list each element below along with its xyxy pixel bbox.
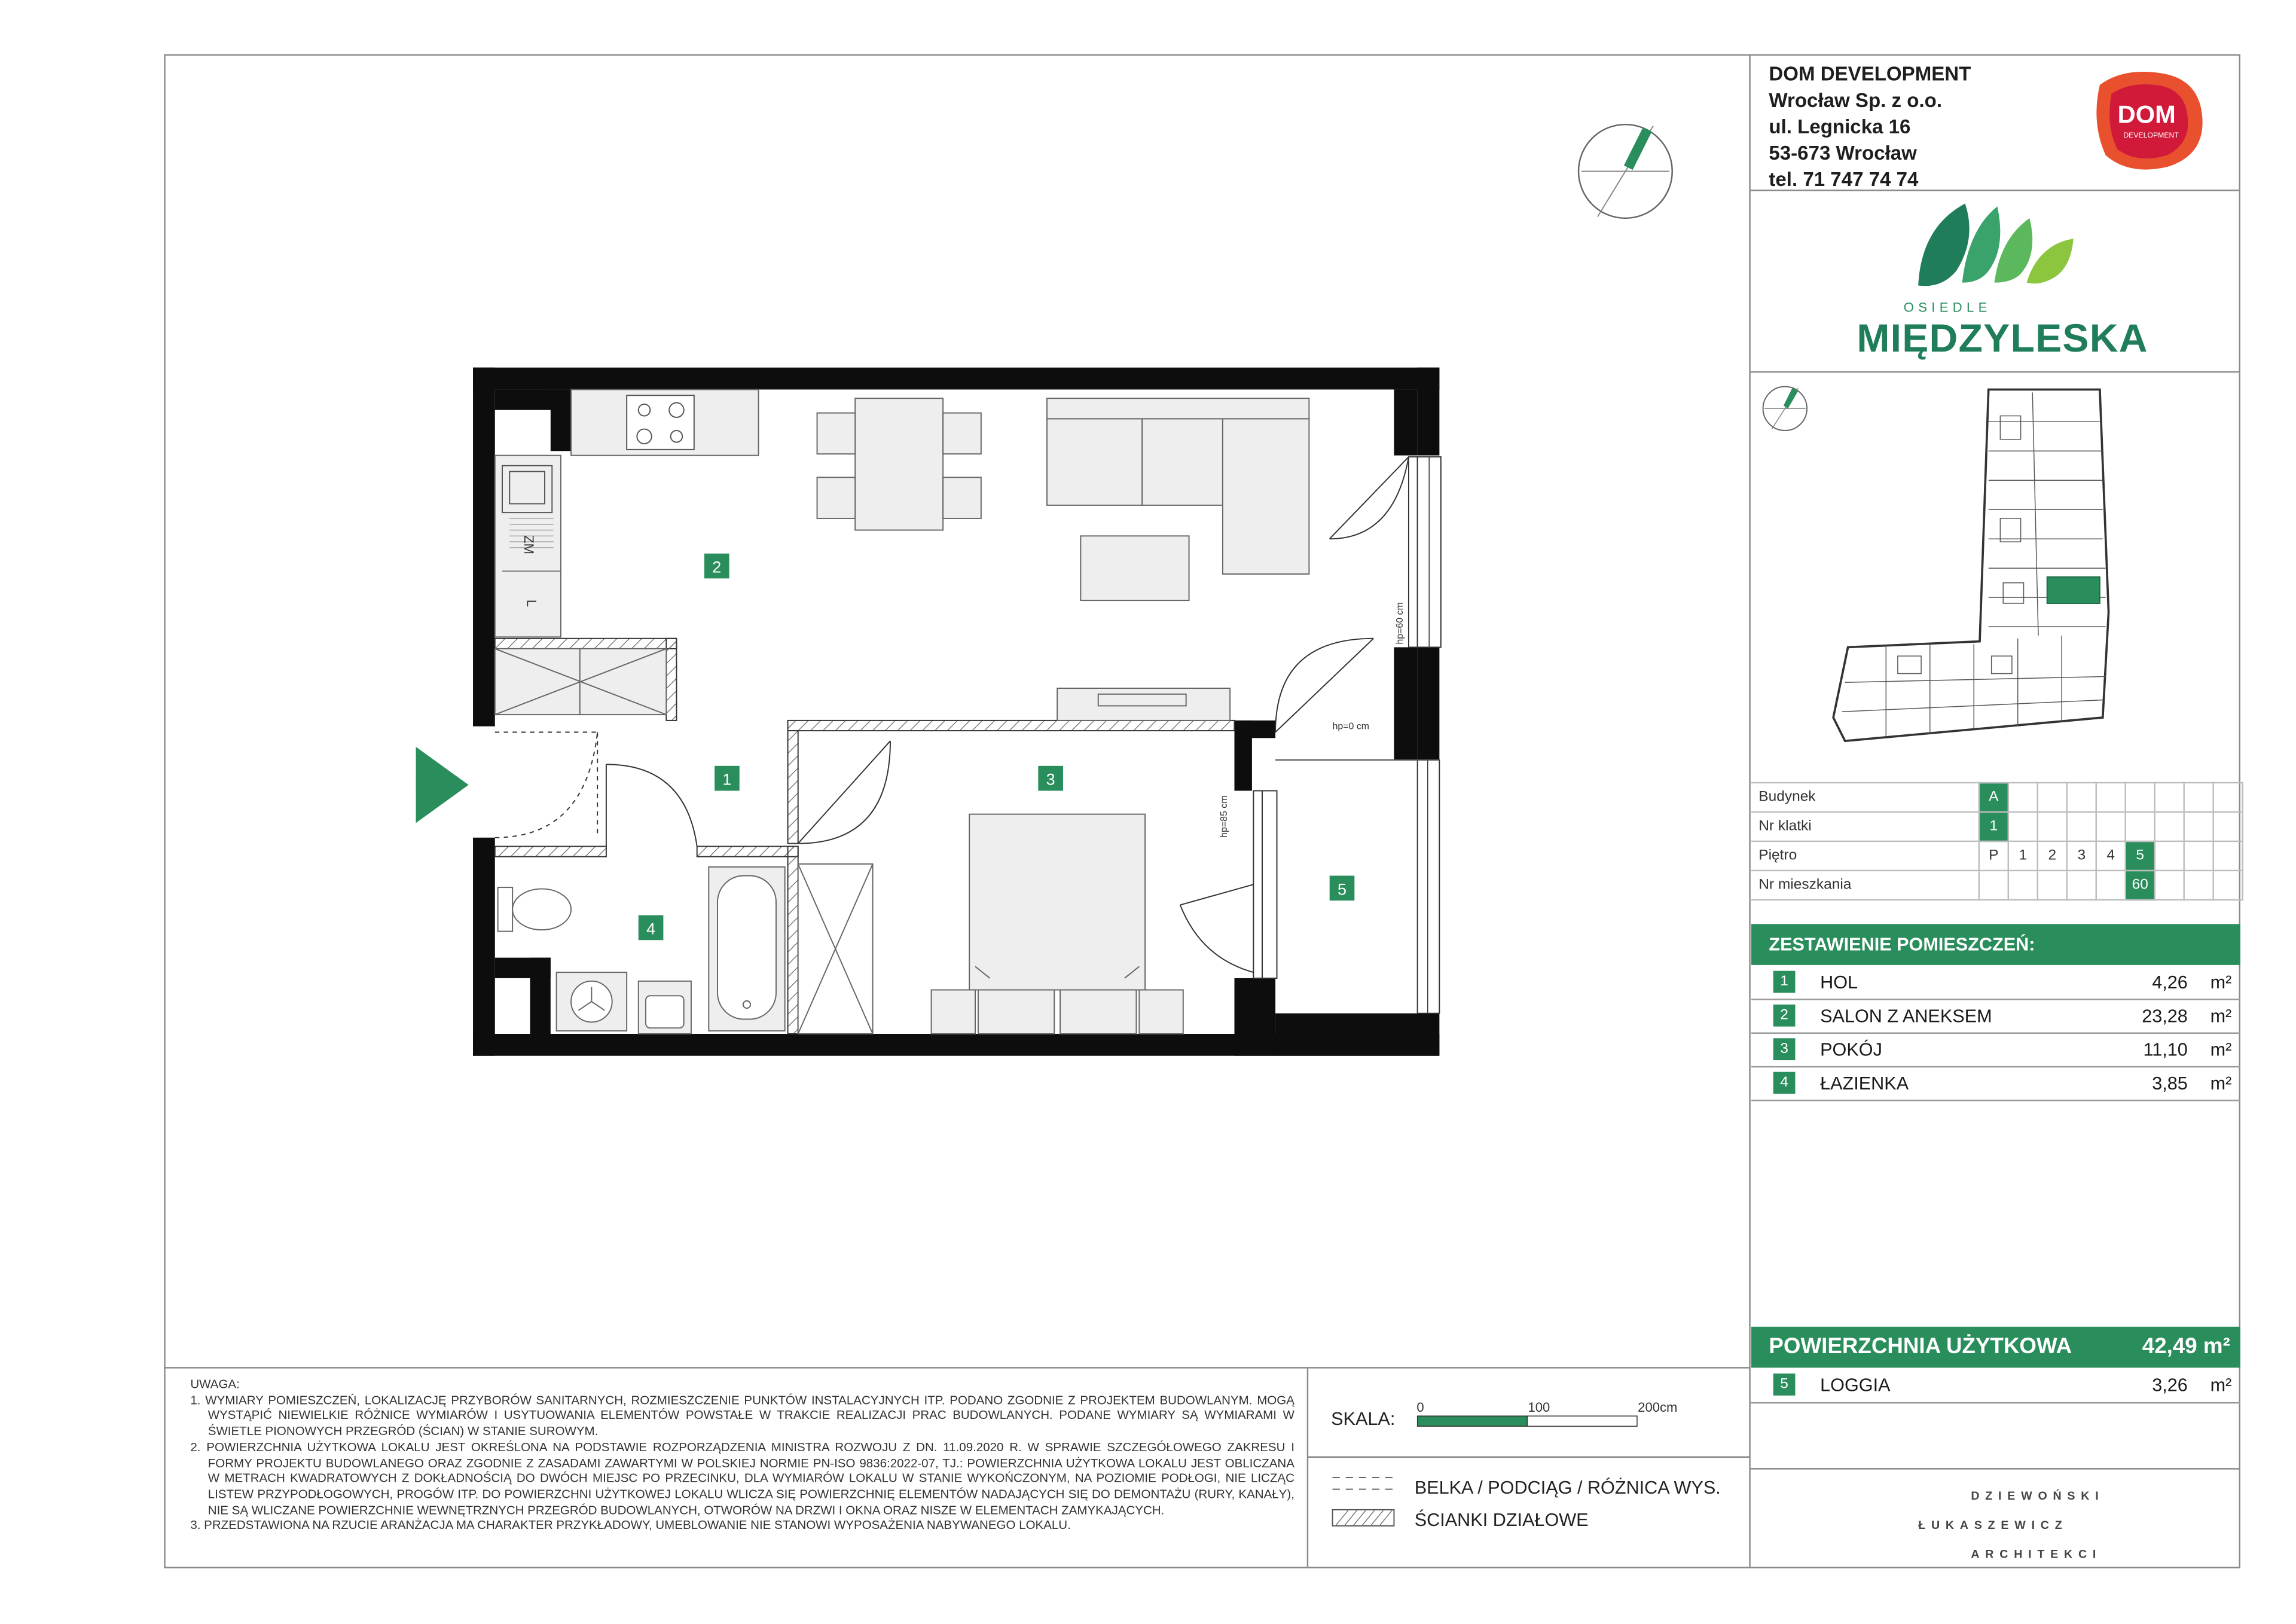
floor-3: 3 xyxy=(2067,841,2096,871)
rooms-summary-header: ZESTAWIENIE POMIESZCZEŃ: xyxy=(1751,924,2240,965)
room-marker-5: 5 xyxy=(1338,880,1347,899)
room-marker-3: 3 xyxy=(1046,770,1055,789)
architects-logo xyxy=(1918,1482,2104,1570)
value-klatka: 1 xyxy=(1979,812,2008,841)
room-row-area: 3,26 xyxy=(2152,1375,2188,1396)
note-item-2: 2. POWIERZCHNIA UŻYTKOWA LOKALU JEST OKREŚLONA NA PODSTAWIE ROZPORZĄDZENIA MINISTRA ROZWOJU Z DN. 11.09.2020 R. W SPRAWIE SZCZEGÓŁOWEGO ZAKRESU I FORMY PROJEKTU BUDOWLANEGO ORAZ ZGODNIE Z ZASADAMI ZAWARTYMI W POLSKIEJ NORMIE PN-ISO 9836:2022-07, TJ.: POWIERZCHNIA UŻYTKOWA LOKALU JEST OBLICZANA W METRACH KWADRATOWYCH Z DOKŁADNOŚCIĄ DO DWÓCH MIEJSC PO PRZECINKU, DLA WYMIARÓW LOKALU W STANIE WYKOŃCZONYM, NA POZIOMIE PODŁOGI, NIE LICZĄC LISTEW PRZYPODŁOGOWYCH, PROGÓW ITP. DO POWIERZCHNI UŻYTKOWEJ LOKALU WLICZA SIĘ POWIERZCHNIĘ ELEMENTÓW NADAJĄCYCH SIĘ DO DEMONTAŻU (RURY, KANAŁY), NIE SĄ WLICZANE POWIERZCHNIE WEWNĘTRZNYCH PRZEGRÓD BUDOWLANYCH, OTWORÓW NA DRZWI I OKNA ORAZ NISZE W ELEMENTACH ZAMYKAJĄCYCH. xyxy=(190,1439,1294,1517)
toilet-icon xyxy=(498,887,571,931)
room-row-area: 11,10 xyxy=(2143,1039,2188,1061)
total-area-bar xyxy=(1751,1327,2240,1368)
company-phone: tel. 71 747 74 74 xyxy=(1769,168,1919,191)
room-row-name: SALON Z ANEKSEM xyxy=(1820,1006,1992,1027)
room-row-name: ŁAZIENKA xyxy=(1820,1073,1909,1094)
compass-icon xyxy=(1574,120,1677,222)
label-mieszkanie: Nr mieszkania xyxy=(1751,871,1979,900)
row-budynek xyxy=(1751,783,2243,812)
note-item-1: 1. WYMIARY POMIESZCZEŃ, LOKALIZACJĘ PRZYBORÓW SANITARNYCH, ROZMIESZCZENIE PUNKTÓW INSTALACYJNYCH ITP. PODANO ZGODNIE Z PROJEKTEM BUDOWLANYM. MOGĄ WYSTĄPIĆ NIEWIELKIE RÓŻNICE WYMIARÓW I USYTUOWANIA ELEMENTÓW POWSTAŁE W TRAKCIE REALIZACJI PRAC BUDOWLANYCH. PODANE WYMIARY SĄ WYMIARAMI W ŚWIETLE PIONOWYCH PRZEGRÓD (ŚCIAN) W STANIE SUROWYM. xyxy=(190,1392,1294,1439)
label-klatka: Nr klatki xyxy=(1751,812,1979,841)
unit-info-table xyxy=(1751,782,2243,900)
room-row-number: 2 xyxy=(1773,1005,1796,1027)
label-pietro: Piętro xyxy=(1751,841,1979,871)
room-row-4 xyxy=(1751,1067,2240,1101)
note-item-3: 3. PRZEDSTAWIONA NA RZUCIE ARANŻACJA MA CHARAKTER PRZYKŁADOWY, UMEBLOWANIE NIE STANOWI WYPOSAŻENIA NABYWANEGO LOKALU. xyxy=(190,1517,1071,1533)
hall-wardrobe xyxy=(495,649,667,715)
floor-plan xyxy=(395,352,1464,1084)
label-budynek: Budynek xyxy=(1751,783,1979,812)
scale-tick-100: 100 xyxy=(1528,1399,1550,1415)
room-row-unit: m² xyxy=(2210,1006,2232,1027)
logo-dom-text: DOM xyxy=(2117,100,2176,129)
floor-4: 4 xyxy=(2096,841,2126,871)
entrance-arrow-icon xyxy=(416,747,469,823)
height-note-door-0: hp=0 cm xyxy=(1332,721,1370,732)
room-row-area: 23,28 xyxy=(2142,1006,2188,1027)
company-city: 53-673 Wrocław xyxy=(1769,142,1917,164)
room-row-1 xyxy=(1751,966,2240,1000)
room-row-number: 1 xyxy=(1773,971,1796,993)
room-row-3 xyxy=(1751,1034,2240,1067)
total-area-value: 42,49 m² xyxy=(2142,1334,2230,1359)
tv-cabinet xyxy=(1057,688,1230,721)
legend-symbols xyxy=(1330,1473,1400,1532)
legend-partition-label: ŚCIANKI DZIAŁOWE xyxy=(1414,1509,1589,1531)
zm-label: ZM xyxy=(521,535,536,554)
fridge-label: L xyxy=(524,599,539,608)
scale-tick-0: 0 xyxy=(1416,1399,1424,1415)
company-address: ul. Legnicka 16 xyxy=(1769,115,1911,138)
value-mieszkanie: 60 xyxy=(2126,871,2155,900)
floor-p: P xyxy=(1979,841,2008,871)
key-plan xyxy=(1827,378,2120,773)
room-row-unit: m² xyxy=(2210,1073,2232,1094)
dining-table xyxy=(817,398,981,530)
row-pietro xyxy=(1751,841,2243,871)
cooktop-icon xyxy=(627,395,694,450)
scale-tick-200: 200cm xyxy=(1638,1399,1678,1415)
height-note-window-60: hp=60 cm xyxy=(1395,602,1406,645)
room-row-number: 4 xyxy=(1773,1072,1796,1094)
logo-development-text: DEVELOPMENT xyxy=(2123,131,2179,140)
room-row-area: 4,26 xyxy=(2152,972,2188,993)
washbasin-icon xyxy=(639,981,691,1034)
architects-line-2: ŁUKASZEWICZ xyxy=(1918,1518,2068,1532)
architects-line-1: DZIEWOŃSKI xyxy=(1971,1489,2105,1503)
washing-machine-icon xyxy=(557,972,627,1031)
floor-1: 1 xyxy=(2008,841,2038,871)
company-name: DOM DEVELOPMENT xyxy=(1769,63,1971,86)
value-budynek: A xyxy=(1979,783,2008,812)
brand-subtitle: OSIEDLE xyxy=(1903,300,1992,315)
legend-beam-label: BELKA / PODCIĄG / RÓŻNICA WYS. xyxy=(1414,1478,1721,1498)
row-mieszkanie xyxy=(1751,871,2243,900)
room-row-number: 3 xyxy=(1773,1038,1796,1060)
room-marker-4: 4 xyxy=(646,920,656,938)
room-row-unit: m² xyxy=(2210,1375,2232,1396)
bed xyxy=(932,814,1183,1034)
bathtub xyxy=(709,867,784,1031)
notes-block xyxy=(190,1376,1294,1533)
room-row-area: 3,85 xyxy=(2152,1073,2188,1094)
coffee-table xyxy=(1080,536,1189,600)
room-marker-1: 1 xyxy=(722,770,732,789)
room-row-2 xyxy=(1751,1000,2240,1034)
room-marker-2: 2 xyxy=(712,558,722,576)
architects-line-3: ARCHITEKCI xyxy=(1971,1547,2102,1561)
loggia-row xyxy=(1751,1369,2240,1403)
bedroom-wardrobe xyxy=(798,864,873,1034)
total-area-label: POWIERZCHNIA UŻYTKOWA xyxy=(1769,1334,2072,1359)
room-row-unit: m² xyxy=(2210,972,2232,993)
room-row-unit: m² xyxy=(2210,1039,2232,1061)
room-row-name: HOL xyxy=(1820,972,1858,993)
row-klatka xyxy=(1751,812,2243,841)
notes-title: UWAGA: xyxy=(190,1376,240,1391)
scale-bar xyxy=(1415,1399,1693,1434)
room-row-name: POKÓJ xyxy=(1820,1039,1882,1061)
company-info xyxy=(1769,62,1971,193)
scale-label: SKALA: xyxy=(1331,1408,1396,1430)
brand-leaves-icon xyxy=(1904,195,2094,297)
brand-title: MIĘDZYLESKA xyxy=(1857,316,2148,361)
floor-5: 5 xyxy=(2126,841,2155,871)
room-row-number: 5 xyxy=(1773,1373,1796,1396)
room-row-name: LOGGIA xyxy=(1820,1375,1891,1396)
dom-development-logo xyxy=(2085,65,2211,176)
keyplan-compass-icon xyxy=(1760,384,1810,434)
company-line2: Wrocław Sp. z o.o. xyxy=(1769,89,1943,112)
height-note-window-85: hp=85 cm xyxy=(1219,795,1230,838)
keyplan-highlighted-unit xyxy=(2047,577,2100,603)
floor-2: 2 xyxy=(2038,841,2067,871)
